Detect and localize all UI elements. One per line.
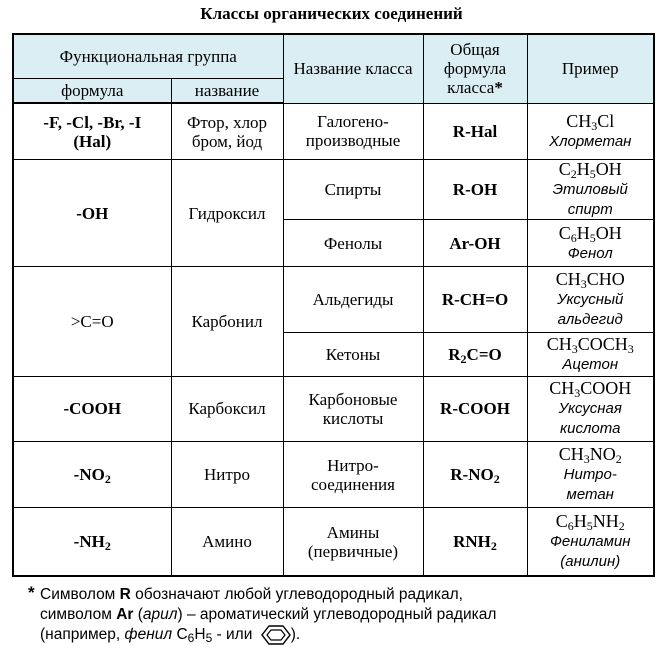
header-formula: формула bbox=[13, 78, 171, 103]
class-cell: Карбоновые кислоты bbox=[283, 376, 423, 441]
header-general-formula: Общая формула класса* bbox=[423, 34, 527, 103]
name-cell: Карбоксил bbox=[171, 376, 283, 441]
benzene-ring-icon bbox=[261, 625, 291, 645]
formula-cell: -COOH bbox=[13, 376, 171, 441]
classes-table bbox=[12, 33, 655, 577]
name-cell: Гидроксил bbox=[171, 159, 283, 266]
footnote-line-3: (например, фенил $C_6H_5$ - или ). bbox=[40, 626, 301, 646]
name-cell: Фтор, хлор бром, йод bbox=[171, 103, 283, 159]
class-cell: Спирты bbox=[283, 159, 423, 219]
example-cell: $CH_3Cl$ Хлорметан bbox=[527, 103, 654, 159]
class-cell: Галогено- производные bbox=[283, 103, 423, 159]
formula-cell: >C=O bbox=[13, 267, 171, 376]
class-cell: Нитро- соединения bbox=[283, 441, 423, 507]
general-formula-cell: $R_2C=O$ bbox=[423, 332, 527, 376]
footnote-line-2: символом Ar (арил) – ароматический углеводородный радикал bbox=[40, 606, 497, 623]
footnote bbox=[28, 583, 497, 646]
header-functional-group: Функциональная группа bbox=[13, 34, 283, 78]
name-cell: Нитро bbox=[171, 441, 283, 507]
class-cell: Альдегиды bbox=[283, 267, 423, 332]
general-formula-cell: R-Hal bbox=[423, 103, 527, 159]
name-cell: Амино bbox=[171, 508, 283, 576]
page-title: Классы органических соединений bbox=[200, 4, 463, 23]
footnote-star: * bbox=[28, 583, 35, 602]
name-cell: Карбонил bbox=[171, 267, 283, 376]
example-cell: $C_6H_5OH$ Фенол bbox=[527, 220, 654, 267]
general-formula-cell: R-CH=O bbox=[423, 267, 527, 332]
header-name: название bbox=[171, 78, 283, 103]
example-cell: $CH_3COCH_3$ Ацетон bbox=[527, 332, 654, 376]
table-row bbox=[13, 267, 654, 332]
class-cell: Амины (первичные) bbox=[283, 508, 423, 576]
example-cell: $CH_3NO_2$ Нитро- метан bbox=[527, 441, 654, 507]
example-cell: $CH_3COOH$ Уксусная кислота bbox=[527, 376, 654, 441]
table-row bbox=[13, 508, 654, 576]
general-formula-cell: $RNH_2$ bbox=[423, 508, 527, 576]
header-class-name: Название класса bbox=[283, 34, 423, 103]
formula-cell: $-NH_2$ bbox=[13, 508, 171, 576]
example-cell: $CH_3CHO$ Уксусный альдегид bbox=[527, 267, 654, 332]
table-row bbox=[13, 441, 654, 507]
general-formula-cell: $R-NO_2$ bbox=[423, 441, 527, 507]
footnote-line-1: Символом R обозначают любой углеводородный радикал, bbox=[40, 586, 463, 603]
class-cell: Кетоны bbox=[283, 332, 423, 376]
general-formula-cell: Ar-OH bbox=[423, 220, 527, 267]
general-formula-cell: R-OH bbox=[423, 159, 527, 219]
formula-cell: -F, -Cl, -Br, -I (Hal) bbox=[13, 103, 171, 159]
class-cell: Фенолы bbox=[283, 220, 423, 267]
header-example: Пример bbox=[527, 34, 654, 103]
table-row bbox=[13, 159, 654, 219]
example-cell: $C_2H_5OH$ Этиловый спирт bbox=[527, 159, 654, 219]
formula-cell: -OH bbox=[13, 159, 171, 266]
table-row bbox=[13, 376, 654, 441]
general-formula-cell: R-COOH bbox=[423, 376, 527, 441]
example-cell: $C_6H_5NH_2$ Фениламин (анилин) bbox=[527, 508, 654, 576]
table-row bbox=[13, 103, 654, 159]
formula-cell: $-NO_2$ bbox=[13, 441, 171, 507]
